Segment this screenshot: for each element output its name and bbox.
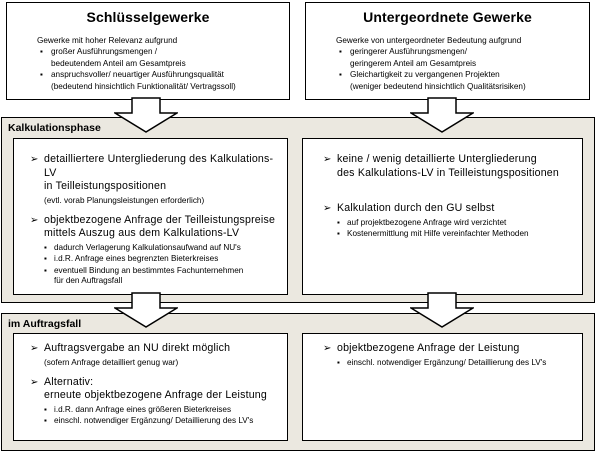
- box-title: Schlüsselgewerke: [86, 9, 210, 25]
- arrow-bullet-icon: ➢: [323, 203, 332, 214]
- sub-list-item: ▪ i.d.R. Anfrage eines begrenzten Bieterkreises: [30, 254, 281, 264]
- arrow-bullet-icon: ➢: [323, 343, 332, 354]
- list-item: ▪ anspruchsvoller/ neuartiger Ausführungsqualität: [7, 70, 289, 81]
- sub-list-item: ▪ eventuell Bindung an bestimmtes Fachunternehmen: [30, 266, 281, 276]
- list-item: [323, 342, 576, 368]
- list-item: [30, 153, 281, 206]
- box-lead-text: Gewerke von untergeordneter Bedeutung aufgrund: [336, 36, 522, 45]
- arrow-bullet-icon: ➢: [30, 376, 39, 388]
- box-kalkulation-right: [302, 138, 583, 295]
- box-kalkulation-left: [13, 138, 288, 295]
- down-arrow-icon: [410, 97, 474, 133]
- arrow-bullet-icon: ➢: [30, 154, 39, 165]
- item-text: des Kalkulations-LV in Teilleistungspositionen: [337, 166, 559, 179]
- item-text: objektbezogene Anfrage der Leistung: [337, 342, 520, 354]
- list-item: [30, 342, 281, 368]
- sub-list-item: ▪ dadurch Verlagerung Kalkulationsaufwand auf NU's: [30, 243, 281, 253]
- item-text: Kalkulation durch den GU selbst: [337, 202, 495, 214]
- list-item: (weniger bedeutend hinsichtlich Qualitätsrisiken): [350, 81, 526, 91]
- box-title: Untergeordnete Gewerke: [363, 9, 532, 25]
- list-item: geringerem Anteil am Gesamtpreis: [350, 58, 477, 68]
- list-item: ▪ Gleichartigkeit zu vergangenen Projekten: [306, 70, 589, 81]
- list-item: (bedeutend hinsichtlich Funktionalität/ Vertragssoll): [51, 81, 236, 91]
- sub-bullet-list: [30, 243, 281, 287]
- arrow-bullet-icon: ➢: [30, 214, 39, 226]
- sub-list-item: ▪ einschl. notwendiger Ergänzung/ Detaillierung des LV's: [323, 358, 576, 368]
- box-auftrag-right: [302, 333, 583, 441]
- sub-bullet-list: [30, 405, 281, 427]
- arrow-bullet-icon: ➢: [30, 343, 39, 354]
- sub-list-item: ▪ i.d.R. dann Anfrage eines größeren Bieterkreises: [30, 405, 281, 415]
- bullet-list: [7, 47, 289, 92]
- list-item: ▪ geringerer Ausführungsmengen/: [306, 47, 589, 58]
- sub-bullet-list: [323, 218, 576, 240]
- arrow-bullet-icon: ➢: [323, 154, 332, 165]
- sub-list-item: ▪ auf projektbezogene Anfrage wird verzichtet: [323, 218, 576, 228]
- phase-label: Kalkulationsphase: [8, 122, 101, 134]
- list-item: ▪ großer Ausführungsmengen /: [7, 47, 289, 58]
- box-schluesselgewerke: [6, 2, 290, 100]
- item-text: keine / wenig detaillierte Untergliederung: [337, 153, 537, 165]
- sub-list-item: für den Auftragsfall: [54, 276, 123, 286]
- sub-list-item: ▪ Kostenermittlung mit Hilfe vereinfachter Methoden: [323, 229, 576, 239]
- item-text: objektbezogene Anfrage der Teilleistungspreise: [44, 213, 276, 226]
- item-text: Alternativ:: [44, 375, 94, 388]
- bullet-list: [306, 47, 589, 92]
- item-text: mittels Auszug aus dem Kalkulations-LV: [44, 227, 240, 239]
- down-arrow-icon: [410, 292, 474, 328]
- list-item: bedeutendem Anteil am Gesamtpreis: [51, 58, 186, 68]
- box-untergeordnete-gewerke: [305, 2, 590, 100]
- sub-list-item: ▪ einschl. notwendiger Ergänzung/ Detaillierung des LV's: [30, 416, 281, 426]
- list-item: [30, 376, 281, 427]
- sub-bullet-list: [323, 358, 576, 368]
- down-arrow-icon: [114, 97, 178, 133]
- item-note: (sofern Anfrage detailliert genug war): [44, 357, 179, 367]
- phase-label: im Auftragsfall: [8, 318, 82, 330]
- item-text: erneute objektbezogene Anfrage der Leistung: [44, 389, 267, 401]
- box-lead-text: Gewerke mit hoher Relevanz aufgrund: [37, 36, 178, 45]
- list-item: [30, 214, 281, 287]
- item-note: (evtl. vorab Planungsleistungen erforderlich): [44, 195, 205, 205]
- item-text: in Teilleistungspositionen: [44, 180, 167, 192]
- list-item: [323, 153, 576, 180]
- item-text: Auftragsvergabe an NU direkt möglich: [44, 342, 231, 354]
- item-text: detailliertere Untergliederung des Kalkulations-LV: [44, 153, 274, 179]
- list-item: [323, 202, 576, 239]
- down-arrow-icon: [114, 292, 178, 328]
- box-auftrag-left: [13, 333, 288, 441]
